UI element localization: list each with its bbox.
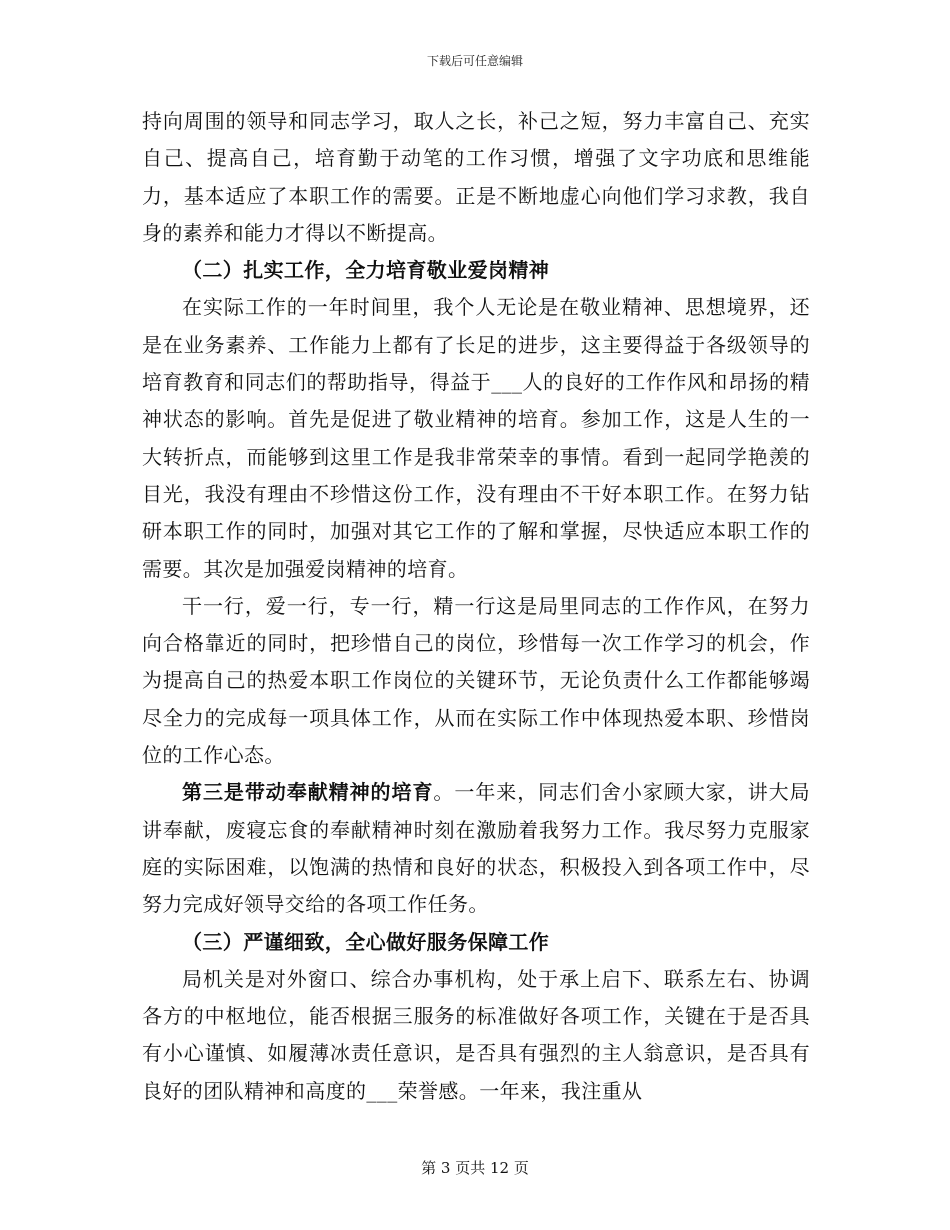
paragraph-continuation: 持向周围的领导和同志学习，取人之长，补己之短，努力丰富自己、充实自己、提高自己，培育勤于动笔的工作习惯，增强了文字功底和思维能力，基本适应了本职工作的需要。正是不断地虚心向他们学习求教，我自身的素养和能力才得以不断提高。 (142, 109, 810, 245)
paragraph: 干一行，爱一行，专一行，精一行这是局里同志的工作作风，在努力向合格靠近的同时，把珍惜自己的岗位，珍惜每一次工作学习的机会，作为提高自己的热爱本职工作岗位的关键环节，无论负责什么工作都能够竭尽全力的完成每一项具体工作，从而在实际工作中体现热爱本职、珍惜岗位的工作心态。 (142, 593, 810, 768)
paragraph: 在实际工作的一年时间里，我个人无论是在敬业精神、思想境界，还是在业务素养、工作能力上都有了长足的进步，这主要得益于各级领导的培育教育和同志们的帮助指导，得益于___人的良好的工作作风和昂扬的精神状态的影响。首先是促进了敬业精神的培育。参加工作，这是人生的一大转折点，而能够到这里工作是我非常荣幸的事情。看到一起同学艳羡的目光，我没有理由不珍惜这份工作，没有理由不干好本职工作。在努力钻研本职工作的同时，加强对其它工作的了解和掌握，尽快适应本职工作的需要。其次是加强爱岗精神的培育。 (142, 295, 810, 581)
paragraph-with-lead (142, 774, 810, 923)
paragraph-rest: 。一年来，同志们舍小家顾大家，讲大局讲奉献，废寝忘食的奉献精神时刻在激励着我努力工作。我尽努力克服家庭的实际困难，以饱满的热情和良好的状态，积极投入到各项工作中，尽努力完成好领导交给的各项工作任务。 (142, 780, 810, 917)
section-heading-3: （三）严谨细致，全心做好服务保障工作 (182, 929, 550, 954)
paragraph-lead-bold: 第三是带动奉献精神的培育 (182, 780, 434, 805)
section-heading-2: （二）扎实工作，全力培育敬业爱岗精神 (182, 258, 550, 283)
document-body (142, 103, 810, 1110)
paragraph: 局机关是对外窗口、综合办事机构，处于承上启下、联系左右、协调各方的中枢地位，能否根据三服务的标准做好各项工作，关键在于是否具有小心谨慎、如履薄冰责任意识，是否具有强烈的主人翁意识，是否具有良好的团队精神和高度的___荣誉感。一年来，我注重从 (142, 966, 810, 1103)
page-number: 第 3 页共 12 页 (421, 1159, 529, 1177)
page-header: 下载后可任意编辑 (426, 54, 523, 68)
